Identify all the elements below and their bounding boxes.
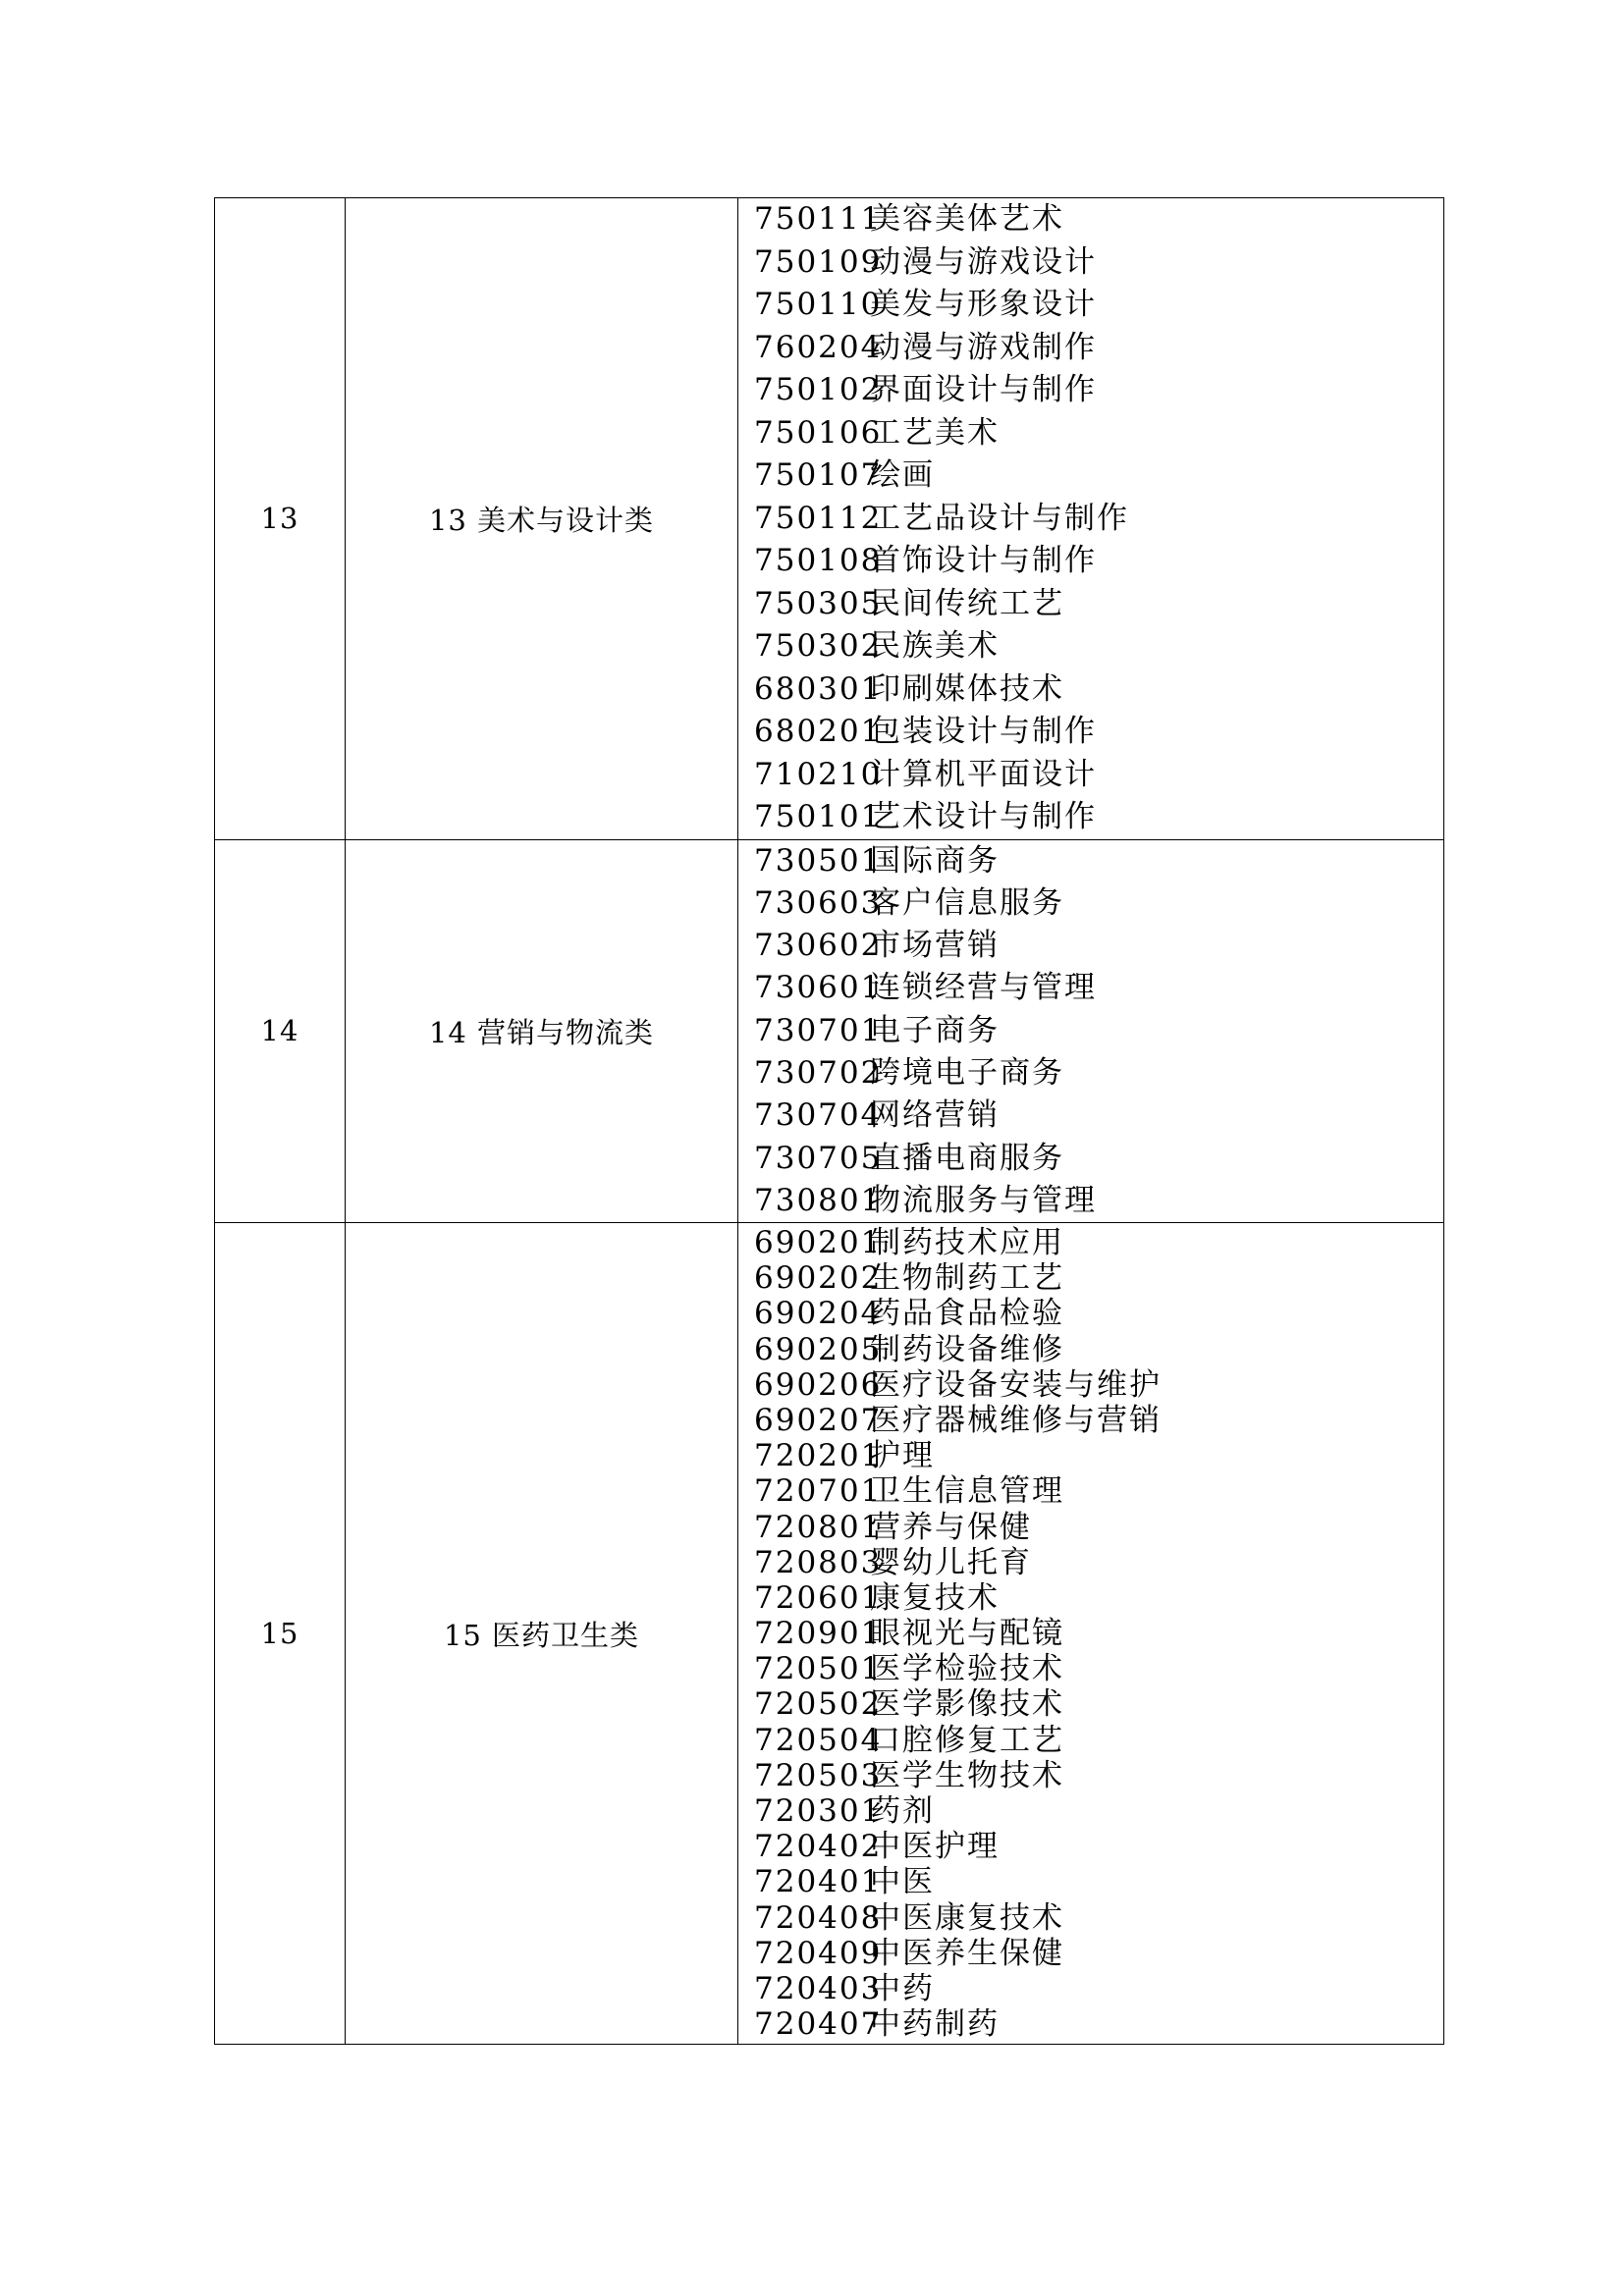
major-code: 720803: [754, 1544, 883, 1580]
major-name: 眼视光与配镜: [870, 1616, 1064, 1652]
major-item: [754, 498, 1443, 541]
major-name: 直播电商服务: [870, 1140, 1064, 1176]
major-name: 中医养生保健: [870, 1935, 1064, 1971]
major-item: [754, 1936, 1443, 1971]
major-code: 690206: [754, 1366, 883, 1403]
major-code: 750101: [754, 799, 883, 834]
major-name: 中医护理: [870, 1829, 1000, 1865]
major-name: 艺术设计与制作: [870, 799, 1097, 834]
category-cell: 14 营销与物流类: [346, 839, 738, 1223]
major-item: [754, 540, 1443, 583]
major-name: 物流服务与管理: [870, 1182, 1097, 1218]
major-code: 720402: [754, 1829, 883, 1865]
major-item: [754, 925, 1443, 967]
major-name: 美容美体艺术: [870, 201, 1064, 237]
major-code: 750102: [754, 372, 883, 407]
major-code: 730801: [754, 1182, 883, 1218]
major-code: 750107: [754, 457, 883, 493]
major-item: [754, 1225, 1443, 1260]
major-name: 计算机平面设计: [870, 756, 1097, 792]
major-code: 690202: [754, 1260, 883, 1297]
major-code: 720901: [754, 1616, 883, 1652]
major-item: [754, 241, 1443, 285]
major-code: 720408: [754, 1899, 883, 1936]
major-code: 690204: [754, 1296, 883, 1332]
major-name: 客户信息服务: [870, 884, 1064, 921]
major-name: 护理: [870, 1438, 935, 1474]
major-name: 医学生物技术: [870, 1757, 1064, 1793]
major-name: 工艺美术: [870, 414, 1000, 451]
major-item: [754, 284, 1443, 327]
major-code: 720601: [754, 1579, 883, 1616]
major-code: 690201: [754, 1225, 883, 1261]
major-name: 动漫与游戏制作: [870, 329, 1097, 365]
major-item: [754, 1829, 1443, 1864]
major-name: 中医康复技术: [870, 1899, 1064, 1936]
major-name: 医学检验技术: [870, 1651, 1064, 1687]
major-code: 720403: [754, 1970, 883, 2006]
major-item: [754, 2006, 1443, 2042]
major-name: 制药设备维修: [870, 1331, 1064, 1367]
majors-table: [214, 197, 1444, 2045]
major-code: 760204: [754, 329, 883, 365]
major-code: 730601: [754, 970, 883, 1006]
major-item: [754, 1580, 1443, 1616]
major-name: 口腔修复工艺: [870, 1722, 1064, 1758]
major-name: 制药技术应用: [870, 1225, 1064, 1261]
major-code: 720503: [754, 1757, 883, 1793]
major-code: 720407: [754, 2006, 883, 2043]
major-item: [754, 1971, 1443, 2006]
major-name: 中药制药: [870, 2006, 1000, 2043]
major-item: [754, 1296, 1443, 1331]
major-code: 750108: [754, 543, 883, 578]
major-name: 市场营销: [870, 928, 1000, 964]
majors-list-cell: [738, 1223, 1444, 2045]
major-item: [754, 1616, 1443, 1651]
major-code: 720701: [754, 1473, 883, 1510]
major-item: [754, 1438, 1443, 1473]
major-item: [754, 1686, 1443, 1722]
category-cell: 13 美术与设计类: [346, 198, 738, 840]
major-name: 美发与形象设计: [870, 287, 1097, 322]
major-item: [754, 1367, 1443, 1403]
major-item: [754, 796, 1443, 839]
major-item: [754, 625, 1443, 668]
majors-list-cell: [738, 198, 1444, 840]
major-name: 医学影像技术: [870, 1686, 1064, 1723]
major-code: 720504: [754, 1722, 883, 1758]
major-name: 绘画: [870, 457, 935, 493]
major-item: [754, 1510, 1443, 1545]
major-item: [754, 882, 1443, 925]
major-code: 730602: [754, 928, 883, 964]
major-item: [754, 967, 1443, 1009]
major-item: [754, 754, 1443, 797]
major-code: 750109: [754, 243, 883, 280]
major-name: 印刷媒体技术: [870, 670, 1064, 707]
major-code: 730702: [754, 1054, 883, 1091]
major-name: 动漫与游戏设计: [870, 243, 1097, 280]
majors-table-body: [215, 198, 1444, 2045]
major-code: 730701: [754, 1012, 883, 1048]
table-row: [215, 839, 1444, 1223]
major-item: [754, 1180, 1443, 1222]
row-number-cell: 13: [215, 198, 346, 840]
major-item: [754, 454, 1443, 498]
major-item: [754, 1900, 1443, 1936]
major-item: [754, 1723, 1443, 1758]
major-item: [754, 668, 1443, 712]
major-name: 生物制药工艺: [870, 1260, 1064, 1297]
major-code: 730501: [754, 842, 883, 879]
major-item: [754, 1651, 1443, 1686]
major-code: 750112: [754, 500, 883, 536]
table-row: [215, 1223, 1444, 2045]
major-name: 民间传统工艺: [870, 585, 1064, 621]
major-item: [754, 1010, 1443, 1052]
major-name: 包装设计与制作: [870, 714, 1097, 749]
major-code: 690205: [754, 1331, 883, 1367]
major-code: 720409: [754, 1935, 883, 1971]
major-name: 工艺品设计与制作: [870, 500, 1129, 536]
majors-list-cell: [738, 839, 1444, 1223]
major-name: 连锁经营与管理: [870, 970, 1097, 1006]
major-item: [754, 1095, 1443, 1137]
major-name: 营养与保健: [870, 1509, 1032, 1545]
major-name: 国际商务: [870, 842, 1000, 879]
major-code: 680301: [754, 670, 883, 707]
major-code: 720801: [754, 1509, 883, 1545]
major-code: 720401: [754, 1864, 883, 1900]
major-name: 药品食品检验: [870, 1296, 1064, 1332]
major-code: 750302: [754, 628, 883, 664]
row-number-cell: 15: [215, 1223, 346, 2045]
major-item: [754, 583, 1443, 626]
major-code: 720501: [754, 1651, 883, 1687]
major-item: [754, 1138, 1443, 1180]
major-name: 医疗器械维修与营销: [870, 1402, 1162, 1438]
major-code: 730603: [754, 884, 883, 921]
major-item: [754, 198, 1443, 241]
table-row: [215, 198, 1444, 840]
major-item: [754, 1864, 1443, 1899]
major-code: 750106: [754, 414, 883, 451]
major-item: [754, 840, 1443, 882]
major-item: [754, 1473, 1443, 1509]
major-name: 跨境电子商务: [870, 1054, 1064, 1091]
major-name: 首饰设计与制作: [870, 543, 1097, 578]
major-name: 中医: [870, 1864, 935, 1900]
major-item: [754, 369, 1443, 412]
major-code: 720201: [754, 1438, 883, 1474]
major-code: 710210: [754, 756, 883, 792]
major-name: 网络营销: [870, 1097, 1000, 1134]
major-code: 730705: [754, 1140, 883, 1176]
major-item: [754, 327, 1443, 370]
major-item: [754, 1545, 1443, 1580]
major-item: [754, 1793, 1443, 1829]
major-name: 中药: [870, 1970, 935, 2006]
major-name: 民族美术: [870, 628, 1000, 664]
major-code: 730704: [754, 1097, 883, 1134]
major-code: 750110: [754, 287, 883, 322]
major-item: [754, 1403, 1443, 1438]
major-code: 720301: [754, 1793, 883, 1830]
major-code: 750305: [754, 585, 883, 621]
major-code: 720502: [754, 1686, 883, 1723]
major-name: 卫生信息管理: [870, 1473, 1064, 1510]
major-code: 680201: [754, 714, 883, 749]
major-name: 界面设计与制作: [870, 372, 1097, 407]
major-item: [754, 1758, 1443, 1793]
major-name: 婴幼儿托育: [870, 1544, 1032, 1580]
major-item: [754, 1332, 1443, 1367]
major-item: [754, 1260, 1443, 1296]
major-item: [754, 412, 1443, 455]
major-name: 医疗设备安装与维护: [870, 1366, 1162, 1403]
major-name: 康复技术: [870, 1579, 1000, 1616]
major-item: [754, 1052, 1443, 1095]
category-cell: 15 医药卫生类: [346, 1223, 738, 2045]
major-name: 药剂: [870, 1793, 935, 1830]
major-name: 电子商务: [870, 1012, 1000, 1048]
major-item: [754, 711, 1443, 754]
major-code: 750111: [754, 201, 883, 237]
major-code: 690207: [754, 1402, 883, 1438]
row-number-cell: 14: [215, 839, 346, 1223]
